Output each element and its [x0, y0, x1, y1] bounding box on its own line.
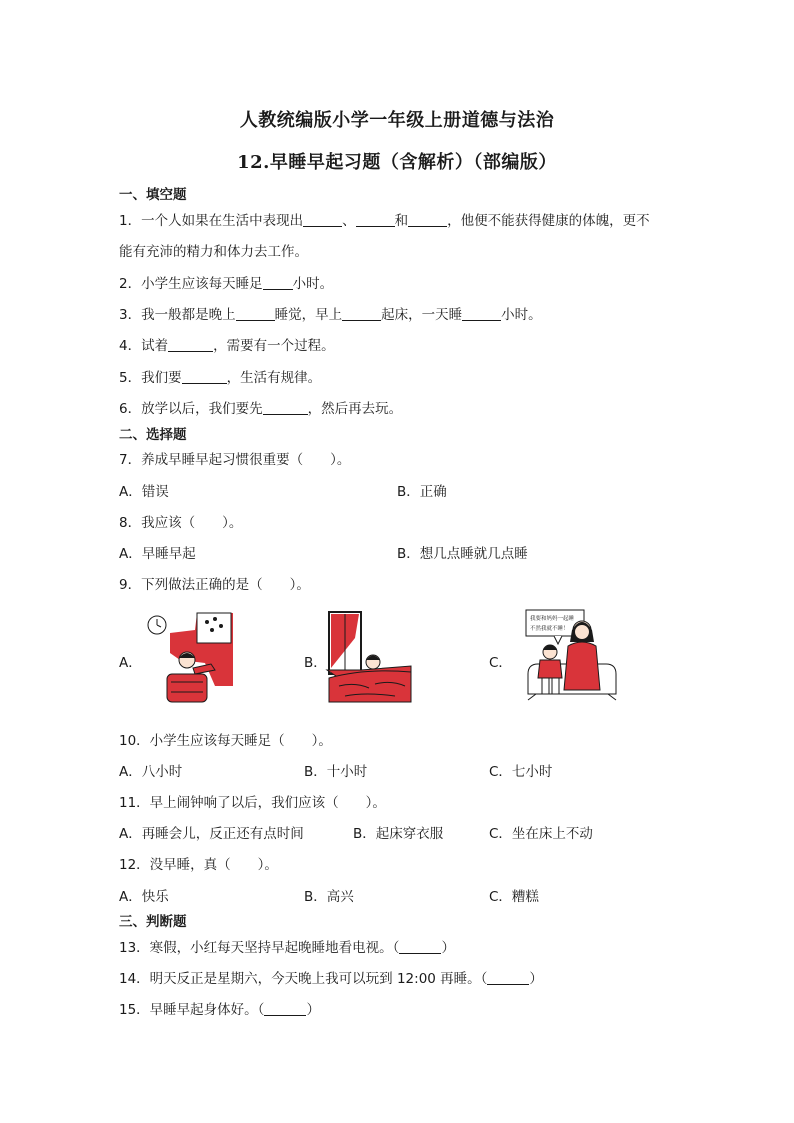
q3-text-d: 小时。 [501, 307, 542, 323]
question-13 [119, 936, 455, 956]
q10-option-b: B．十小时 [304, 764, 368, 780]
question-14 [119, 967, 543, 987]
question-5 [119, 366, 321, 386]
q9-option-c-image [524, 608, 620, 708]
q11-option-b: B．起床穿衣服 [353, 826, 444, 842]
q1-sep1: 、 [342, 213, 356, 229]
q14-text-a: 14．明天反正是星期六，今天晚上我可以玩到 12:00 再睡。（ [119, 971, 488, 987]
answer-blank [168, 338, 213, 352]
q8-option-a: A．早睡早起 [119, 546, 196, 562]
answer-blank [342, 307, 381, 321]
q3-text-a: 3．我一般都是晚上 [119, 307, 236, 323]
q3-text-b: 睡觉，早上 [274, 307, 343, 323]
q10-option-c: C．七小时 [489, 764, 553, 780]
q15-text-b: ） [306, 1002, 320, 1018]
answer-blank [487, 971, 529, 985]
answer-blank [356, 213, 395, 227]
answer-blank [462, 307, 501, 321]
answer-blank [264, 1002, 306, 1016]
question-15 [119, 998, 320, 1018]
answer-blank [408, 213, 447, 227]
q7-option-b: B．正确 [397, 484, 447, 500]
q13-text-b: ） [441, 940, 455, 956]
q9-option-a-image [145, 608, 240, 710]
q5-text-b: ，生活有规律。 [226, 370, 322, 386]
q9-option-b-label: B． [304, 655, 327, 671]
q5-text-a: 5．我们要 [119, 370, 182, 386]
answer-blank [263, 276, 293, 290]
question-8: 8．我应该（ ）。 [119, 515, 243, 531]
question-11: 11．早上闹钟响了以后，我们应该（ ）。 [119, 795, 386, 811]
q1-text-b: ，他便不能获得健康的体魄，更不 [447, 213, 650, 229]
question-2 [119, 272, 333, 292]
q2-text-b: 小时。 [292, 276, 334, 292]
q11-option-a: A．再睡会儿，反正还有点时间 [119, 826, 304, 842]
q12-option-a: A．快乐 [119, 889, 169, 905]
q4-text-b: ，需要有一个过程。 [213, 338, 335, 354]
q7-option-a: A．错误 [119, 484, 169, 500]
q3-text-c: 起床，一天睡 [381, 307, 463, 323]
question-1-line2: 能有充沛的精力和体力去工作。 [119, 244, 308, 260]
q10-option-a: A．八小时 [119, 764, 183, 780]
q6-text-a: 6．放学以后，我们要先 [119, 401, 263, 417]
q9-option-a-label: A． [119, 655, 142, 671]
answer-blank [182, 370, 227, 384]
answer-blank [236, 307, 275, 321]
q15-text-a: 15．早睡早起身体好。（ [119, 1002, 265, 1018]
question-10: 10．小学生应该每天睡足（ ）。 [119, 733, 332, 749]
q9-option-b-image [325, 608, 415, 710]
q6-text-b: ，然后再去玩。 [307, 401, 403, 417]
question-4 [119, 334, 335, 354]
question-9: 9．下列做法正确的是（ ）。 [119, 577, 310, 593]
question-3 [119, 303, 542, 323]
q4-text-a: 4．试着 [119, 338, 169, 354]
q12-option-c: C．糟糕 [489, 889, 539, 905]
q13-text-a: 13．寒假，小红每天坚持早起晚睡地看电视。（ [119, 940, 400, 956]
document-subtitle: 12.早睡早起习题（含解析）（部编版） [237, 152, 557, 173]
q11-option-c: C．坐在床上不动 [489, 826, 593, 842]
q14-text-b: ） [529, 971, 543, 987]
question-12: 12．没早睡，真（ ）。 [119, 857, 278, 873]
q12-option-b: B．高兴 [304, 889, 354, 905]
section-heading-judge: 三、判断题 [119, 914, 187, 930]
question-7: 7．养成早睡早起习惯很重要（ ）。 [119, 452, 351, 468]
q9-option-c-label: C． [489, 655, 512, 671]
bubble-text-1: 我要和妈妈一起睡 [530, 616, 575, 622]
q1-sep2: 和 [394, 213, 409, 229]
answer-blank [399, 940, 441, 954]
question-6 [119, 397, 402, 417]
answer-blank [263, 401, 308, 415]
answer-blank [303, 213, 342, 227]
q2-text-a: 2．小学生应该每天睡足 [119, 276, 263, 292]
q8-option-b: B．想几点睡就几点睡 [397, 546, 528, 562]
section-heading-fill: 一、填空题 [119, 187, 187, 203]
document-title: 人教统编版小学一年级上册道德与法治 [239, 110, 555, 131]
bubble-text-2: 不然我就不睡！ [530, 626, 569, 632]
section-heading-choice: 二、选择题 [119, 427, 187, 443]
q1-text-a: 1．一个人如果在生活中表现出 [119, 213, 304, 229]
question-1 [119, 209, 650, 229]
